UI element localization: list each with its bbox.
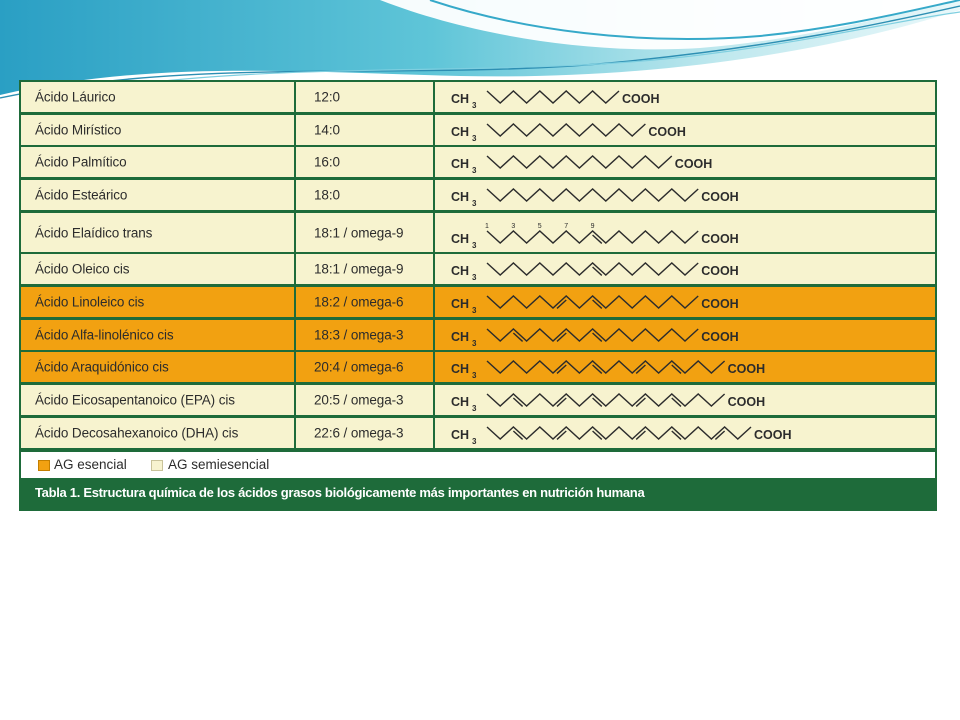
acid-name: Ácido Palmítico: [35, 154, 127, 170]
double-bond: [593, 235, 602, 243]
molecular-structure: [435, 254, 935, 284]
acid-notation: 18:2 / omega-6: [314, 294, 404, 310]
table-row: [21, 418, 935, 448]
carbon-number: 7: [564, 223, 569, 230]
ch3-label: CH: [451, 362, 470, 376]
carbon-chain: [487, 124, 645, 136]
double-bond: [672, 431, 681, 439]
double-bond: [715, 431, 724, 439]
ch3-subscript: 3: [472, 241, 477, 250]
acid-name: Ácido Decosahexanoico (DHA) cis: [35, 425, 239, 441]
molecular-structure: [435, 287, 935, 317]
table-row: [21, 320, 935, 350]
ch3-label: CH: [451, 428, 470, 442]
ch3-subscript: 3: [472, 306, 477, 315]
semiessential-legend-label: AG semiesencial: [168, 457, 270, 472]
double-bond: [557, 300, 566, 308]
double-bond: [557, 431, 566, 439]
double-bond: [557, 333, 566, 341]
ch3-subscript: 3: [472, 339, 477, 348]
molecular-structure: [435, 418, 935, 448]
cooh-label: COOH: [754, 428, 792, 442]
acid-notation: 20:5 / omega-3: [314, 392, 404, 408]
cooh-label: COOH: [674, 157, 713, 171]
double-bond: [672, 398, 681, 406]
carbon-chain: [487, 427, 751, 439]
ch3-label: CH: [451, 92, 470, 106]
ch3-subscript: 3: [472, 101, 477, 110]
molecular-structure: [435, 82, 935, 112]
carbon-number: 9: [590, 223, 595, 230]
table-row: [21, 287, 935, 317]
ch3-label: CH: [451, 264, 470, 278]
double-bond: [593, 398, 602, 406]
acid-notation: 18:3 / omega-3: [314, 327, 404, 343]
molecular-structure: [435, 320, 935, 350]
double-bond: [593, 333, 602, 341]
table-row: [21, 147, 935, 177]
acid-name: Ácido Oleico cis: [35, 261, 130, 277]
acid-name: Ácido Láurico: [35, 89, 116, 105]
ch3-subscript: 3: [472, 437, 477, 446]
double-bond: [513, 398, 522, 406]
carbon-chain: [487, 296, 698, 308]
semiessential-swatch: [151, 460, 163, 471]
double-bond: [593, 365, 602, 373]
acid-notation: 16:0: [314, 154, 340, 170]
carbon-number: 5: [537, 223, 542, 230]
table-row: [21, 180, 935, 210]
carbon-chain: [487, 156, 672, 168]
essential-swatch: [38, 460, 50, 471]
double-bond: [593, 267, 602, 275]
acid-name: Ácido Esteárico: [35, 187, 128, 203]
molecular-structure: [435, 213, 935, 252]
carbon-chain: [487, 263, 698, 275]
ch3-subscript: 3: [472, 371, 477, 380]
double-bond: [513, 431, 522, 439]
double-bond: [636, 398, 645, 406]
cooh-label: COOH: [727, 395, 766, 409]
double-bond: [557, 398, 566, 406]
table-row: [21, 352, 935, 382]
double-bond: [513, 333, 522, 341]
double-bond: [593, 300, 602, 308]
ch3-subscript: 3: [472, 273, 477, 282]
carbon-chain: [487, 189, 698, 201]
carbon-number: 3: [511, 223, 516, 230]
ch3-subscript: 3: [472, 166, 477, 175]
ch3-label: CH: [451, 297, 470, 311]
molecular-structure: [435, 180, 935, 210]
ch3-label: CH: [451, 190, 470, 204]
acid-name: Ácido Elaídico trans: [35, 225, 153, 240]
acid-notation: 18:1 / omega-9: [314, 225, 404, 240]
cooh-label: COOH: [701, 190, 739, 204]
table-row: [21, 115, 935, 145]
ch3-label: CH: [451, 157, 470, 171]
table-row: [21, 254, 935, 284]
acid-notation: 22:6 / omega-3: [314, 425, 404, 441]
ch3-label: CH: [451, 232, 470, 246]
fatty-acid-table: [19, 80, 937, 511]
double-bond: [672, 365, 681, 373]
cooh-label: COOH: [701, 330, 739, 344]
table-row: [21, 82, 935, 112]
ch3-label: CH: [451, 125, 470, 139]
ch3-label: CH: [451, 395, 470, 409]
acid-name: Ácido Alfa-linolénico cis: [35, 327, 174, 343]
ch3-subscript: 3: [472, 404, 477, 413]
table-row: [21, 385, 935, 415]
cooh-label: COOH: [648, 125, 686, 139]
carbon-chain: [487, 329, 698, 341]
molecular-structure: [435, 115, 935, 145]
cooh-label: COOH: [701, 264, 739, 278]
carbon-number: 1: [485, 223, 489, 230]
double-bond: [593, 431, 602, 439]
double-bond: [636, 365, 645, 373]
carbon-chain: [487, 361, 725, 373]
acid-name: Ácido Mirístico: [35, 122, 122, 138]
double-bond: [636, 431, 645, 439]
table-caption: Tabla 1. Estructura química de los ácidos grasos biológicamente más importantes en nutrición humana: [35, 485, 645, 500]
acid-notation: 20:4 / omega-6: [314, 359, 404, 375]
ch3-subscript: 3: [472, 199, 477, 208]
molecular-structure: [435, 352, 935, 382]
cooh-label: COOH: [701, 297, 739, 311]
acid-notation: 18:1 / omega-9: [314, 261, 404, 277]
ch3-subscript: 3: [472, 134, 477, 143]
carbon-chain: [487, 394, 725, 406]
molecular-structure: [435, 385, 935, 415]
double-bond: [557, 365, 566, 373]
molecular-structure: [435, 147, 935, 177]
ch3-label: CH: [451, 330, 470, 344]
legend: [21, 452, 935, 478]
carbon-chain: [487, 231, 698, 243]
carbon-chain: [487, 91, 619, 103]
table-row: [21, 213, 935, 252]
acid-notation: 12:0: [314, 89, 340, 105]
cooh-label: COOH: [701, 232, 739, 246]
acid-notation: 18:0: [314, 187, 340, 203]
cooh-label: COOH: [727, 362, 766, 376]
acid-name: Ácido Eicosapentanoico (EPA) cis: [35, 392, 235, 408]
essential-legend-label: AG esencial: [54, 457, 127, 472]
acid-name: Ácido Linoleico cis: [35, 294, 145, 310]
acid-notation: 14:0: [314, 122, 340, 138]
acid-name: Ácido Araquidónico cis: [35, 359, 169, 375]
cooh-label: COOH: [622, 92, 660, 106]
